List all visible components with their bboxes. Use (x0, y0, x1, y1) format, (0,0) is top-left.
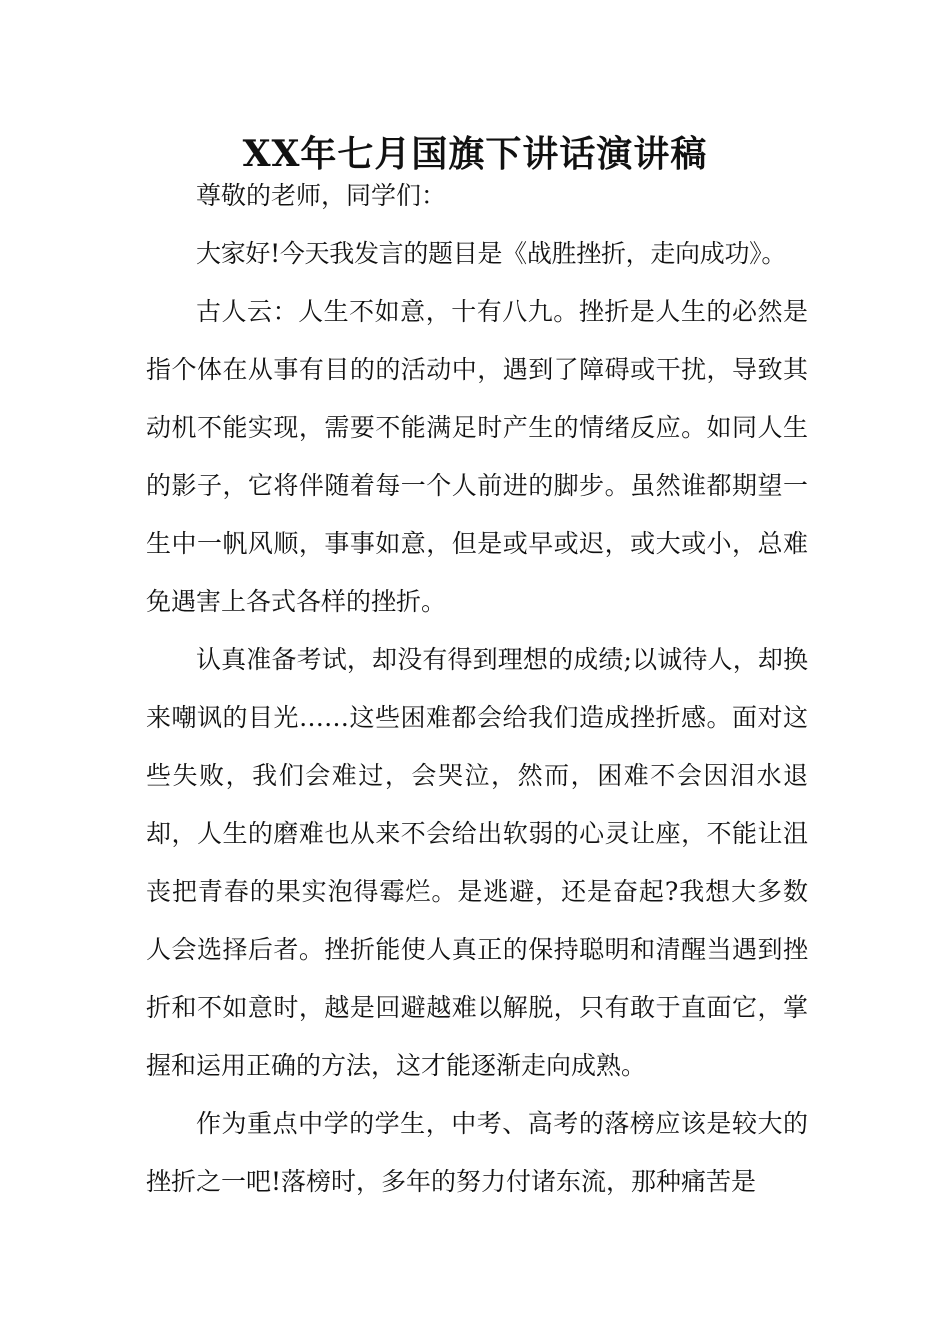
document-title: XX年七月国旗下讲话演讲稿 (242, 133, 708, 175)
paragraph-opening: 大家好!今天我发言的题目是《战胜挫折，走向成功》。 (196, 239, 787, 268)
document-body (146, 167, 808, 1211)
paragraph-body: 认真准备考试，却没有得到理想的成绩;以诚待人，却换来嘲讽的目光……这些困难都会给我们造成挫折感。面对这些失败，我们会难过，会哭泣，然而，困难不会因泪水退却，人生的磨难也从来不会给出软弱的心灵让座，不能让沮丧把青春的果实泡得霉烂。是逃避，还是奋起?我想大多数人会选择后者。挫折能使人真正的保持聪明和清醒当遇到挫折和不如意时，越是回避越难以解脱，只有敢于直面它，掌握和运用正确的方法，这才能逐渐走向成熟。 (146, 645, 808, 1080)
paragraph-body: 古人云：人生不如意，十有八九。挫折是人生的必然是指个体在从事有目的的活动中，遇到了障碍或干扰，导致其动机不能实现，需要不能满足时产生的情绪反应。如同人生的影子，它将伴随着每一个人前进的脚步。虽然谁都期望一生中一帆风顺，事事如意，但是或早或迟，或大或小，总难免遇害上各式各样的挫折。 (146, 297, 808, 616)
paragraph-greeting: 尊敬的老师，同学们： (196, 181, 447, 210)
paragraph-body: 作为重点中学的学生，中考、高考的落榜应该是较大的挫折之一吧!落榜时，多年的努力付诸东流，那种痛苦是 (146, 1109, 808, 1196)
